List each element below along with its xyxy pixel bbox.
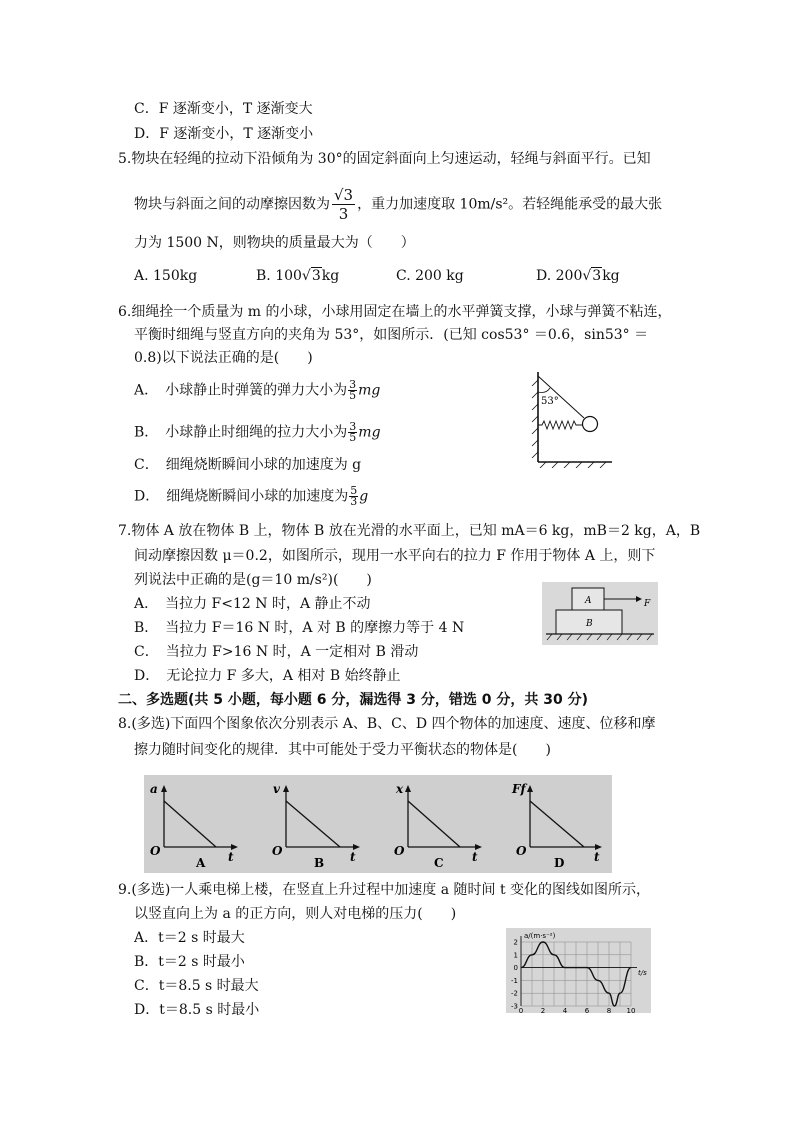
q9-x-tick-label: 10 bbox=[626, 1007, 636, 1013]
q4-option-d: D．F 逐渐变小，T 逐渐变小 bbox=[134, 126, 314, 142]
q9-y-tick-label: -3 bbox=[511, 1002, 518, 1011]
q7-option-d: D． 无论拉力 F 多大，A 相对 B 始终静止 bbox=[134, 668, 401, 684]
q9-y-tick-label: -2 bbox=[511, 989, 518, 998]
q5-option-b: B. 100√3kg bbox=[256, 268, 340, 284]
svg-text:O: O bbox=[272, 844, 283, 858]
q6-stem-line2: 平衡时细绳与竖直方向的夹角为 53°，如图所示．(已知 cos53° ＝0.6，sin53° ＝ bbox=[134, 327, 649, 343]
q8-stem-line2: 擦力随时间变化的规律．其中可能处于受力平衡状态的物体是( ) bbox=[134, 742, 551, 758]
q9-stem-line1: 9.(多选)一人乘电梯上楼，在竖直上升过程中加速度 a 随时间 t 变化的图线如图所示， bbox=[118, 882, 651, 898]
section-title-multiple-choice: 二、多选题(共 5 小题，每小题 6 分，漏选得 3 分，错选 0 分，共 30 分) bbox=[118, 692, 588, 708]
svg-text:x: x bbox=[396, 782, 404, 796]
q6-stem-line1: 6.细绳拴一个质量为 m 的小球，小球用固定在墙上的水平弹簧支撑，小球与弹簧不粘连， bbox=[118, 304, 672, 320]
q7-stem-line1: 7.物体 A 放在物体 B 上，物体 B 放在光滑的水平面上，已知 mA＝6 kg，mB＝2 kg，A，B bbox=[118, 523, 701, 539]
svg-text:C: C bbox=[434, 856, 444, 870]
q4-option-c: C．F 逐渐变小，T 逐渐变大 bbox=[134, 101, 313, 117]
svg-text:B: B bbox=[586, 619, 593, 629]
q6-angle-label: 53° bbox=[541, 396, 559, 407]
q6-option-d: D． 细绳烧断瞬间小球的加速度为 $\frac{5}{3}$ g bbox=[134, 484, 369, 508]
q6-spring-ball-figure bbox=[530, 370, 615, 468]
ball bbox=[583, 417, 598, 432]
q9-option-c: C．t＝8.5 s 时最大 bbox=[134, 978, 259, 994]
svg-text:D: D bbox=[554, 856, 565, 870]
q7-stem-line3: 列说法中正确的是(g＝10 m/s²)( ) bbox=[134, 572, 372, 588]
q5-stem-line2: 物块与斜面之间的动摩擦因数为 $\frac{√3}{3}$ ，重力加速度取 10m/s²。若轻绳能承受的最大张 bbox=[134, 186, 663, 223]
svg-text:O: O bbox=[150, 844, 161, 858]
svg-text:t: t bbox=[594, 850, 600, 864]
svg-text:A: A bbox=[585, 596, 592, 606]
q9-y-tick-label: 2 bbox=[513, 938, 518, 947]
svg-text:t: t bbox=[472, 850, 478, 864]
q9-x-tick-label: 2 bbox=[540, 1007, 546, 1013]
svg-text:t: t bbox=[350, 850, 356, 864]
q7-option-a: A． 当拉力 F<12 N 时，A 静止不动 bbox=[134, 596, 371, 612]
q9-y-tick-label: -1 bbox=[511, 976, 518, 985]
svg-text:a: a bbox=[150, 782, 158, 796]
q9-option-b: B．t＝2 s 时最小 bbox=[134, 954, 245, 970]
q5-mu-fraction: $\frac{√3}{3}$ bbox=[334, 186, 354, 223]
q8-graphs-figure bbox=[144, 775, 612, 873]
q9-y-tick-label: 0 bbox=[513, 964, 518, 973]
q6-option-a: A． 小球静止时弹簧的弹力大小为 $\frac{3}{5}$ mg bbox=[134, 378, 381, 402]
q7-option-b: B． 当拉力 F＝16 N 时，A 对 B 的摩擦力等于 4 N bbox=[134, 620, 465, 636]
q7-stem-line2: 间动摩擦因数 μ＝0.2，如图所示，现用一水平向右的拉力 F 作用于物体 A 上，则下 bbox=[134, 548, 656, 564]
svg-text:B: B bbox=[314, 856, 325, 870]
q8-stem-line1: 8.(多选)下面四个图象依次分别表示 A、B、C、D 四个物体的加速度、速度、位移和摩 bbox=[118, 716, 656, 732]
q9-x-tick-label: 0 bbox=[518, 1007, 524, 1013]
q9-x-axis-label: t/s bbox=[638, 969, 647, 977]
q7-blocks-figure bbox=[542, 582, 658, 645]
q9-x-tick-label: 4 bbox=[562, 1007, 568, 1013]
svg-text:Ff: Ff bbox=[512, 782, 526, 796]
q9-y-tick-label: 1 bbox=[513, 951, 518, 960]
q9-acceleration-chart bbox=[506, 928, 651, 1013]
q9-option-a: A．t＝2 s 时最大 bbox=[134, 930, 245, 946]
q5-option-d: D. 200√3kg bbox=[536, 268, 620, 284]
svg-text:O: O bbox=[394, 844, 405, 858]
svg-text:F: F bbox=[644, 599, 651, 609]
q9-x-tick-label: 6 bbox=[584, 1007, 590, 1013]
svg-text:A: A bbox=[196, 856, 206, 870]
q9-option-d: D．t＝8.5 s 时最小 bbox=[134, 1002, 260, 1018]
q5-option-a: A. 150kg bbox=[134, 268, 198, 284]
q5-stem-line1: 5.物块在轻绳的拉动下沿倾角为 30°的固定斜面向上匀速运动，轻绳与斜面平行。已知 bbox=[118, 151, 651, 167]
q6-option-c: C． 细绳烧断瞬间小球的加速度为 g bbox=[134, 457, 362, 473]
svg-text:t: t bbox=[228, 850, 234, 864]
q9-stem-line2: 以竖直向上为 a 的正方向，则人对电梯的压力( ) bbox=[134, 906, 457, 922]
q5-stem-line3: 力为 1500 N，则物块的质量最大为（ ） bbox=[134, 235, 415, 251]
q6-option-b: B． 小球静止时细绳的拉力大小为 $\frac{3}{5}$ mg bbox=[134, 420, 381, 444]
q9-x-tick-label: 8 bbox=[606, 1007, 612, 1013]
q5-option-c: C. 200 kg bbox=[396, 268, 464, 284]
q9-y-axis-label: a/(m·s⁻²) bbox=[524, 932, 556, 940]
q6-stem-line3: 0.8)以下说法正确的是( ) bbox=[134, 350, 313, 366]
svg-text:v: v bbox=[273, 782, 280, 796]
svg-text:O: O bbox=[516, 844, 527, 858]
q7-option-c: C． 当拉力 F>16 N 时，A 一定相对 B 滑动 bbox=[134, 644, 419, 660]
